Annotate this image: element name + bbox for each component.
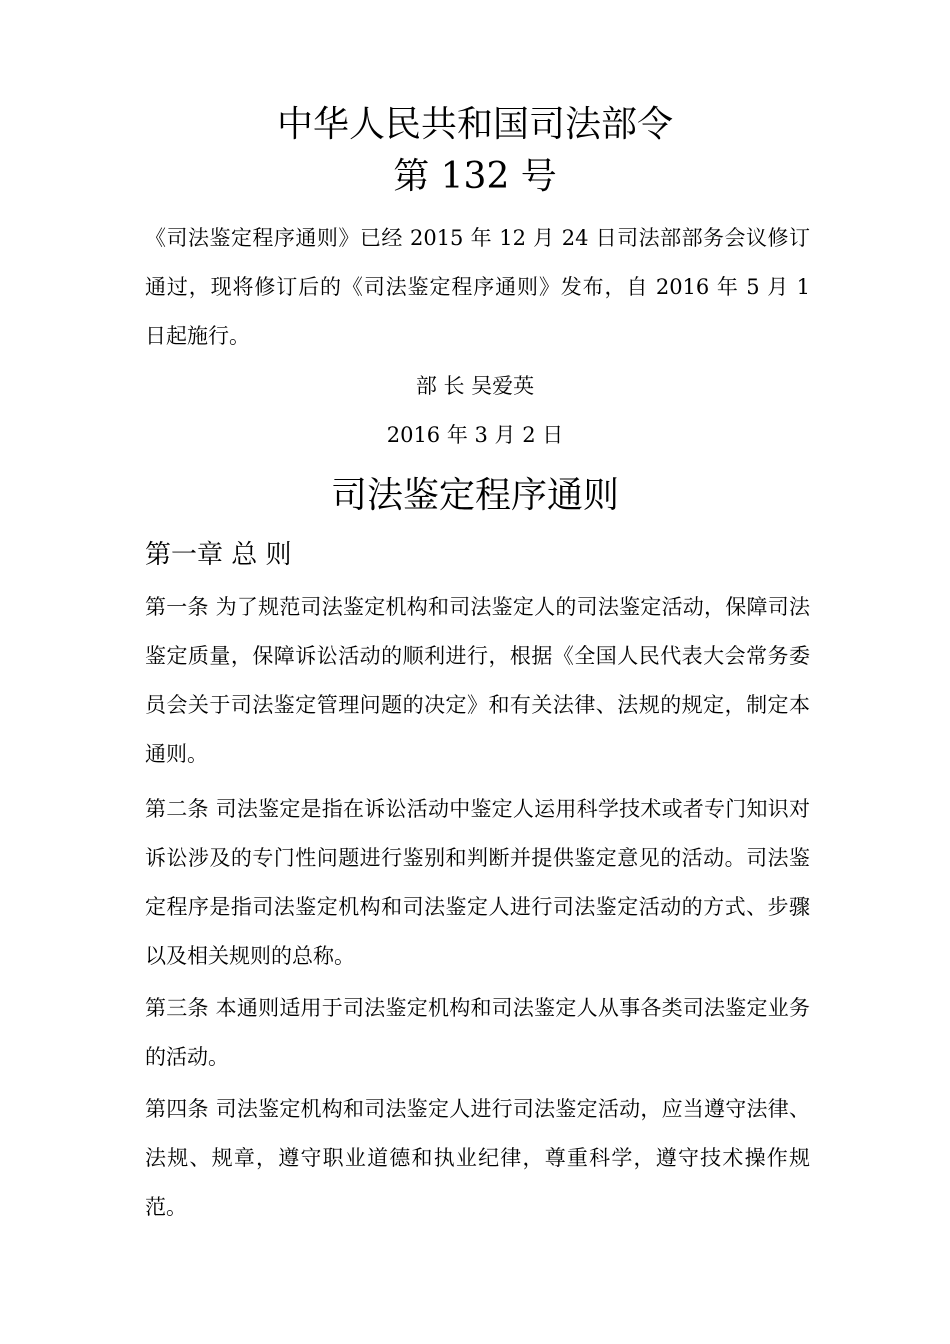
decree-signatory: 部 长 吴爱英: [415, 374, 535, 398]
article-4: 第四条 司法鉴定机构和司法鉴定人进行司法鉴定活动，应当遵守法律、法规、规章，遵守职业道德和执业纪律，尊重科学，遵守技术操作规范。: [145, 1097, 810, 1219]
article-2: 第二条 司法鉴定是指在诉讼活动中鉴定人运用科学技术或者专门知识对诉讼涉及的专门性问题进行鉴别和判断并提供鉴定意见的活动。司法鉴定程序是指司法鉴定机构和司法鉴定人进行司法鉴定活动的方式、步骤以及相关规则的总称。: [145, 797, 810, 968]
decree-date: 2016 年 3 月 2 日: [386, 423, 564, 447]
article-3: 第三条 本通则适用于司法鉴定机构和司法鉴定人从事各类司法鉴定业务的活动。: [145, 996, 810, 1069]
rules-title: 司法鉴定程序通则: [330, 475, 619, 516]
chapter-heading: 第一章 总 则: [145, 540, 292, 570]
decree-number: 第 132 号: [393, 156, 557, 197]
decree-body: 《司法鉴定程序通则》已经 2015 年 12 月 24 日司法部部务会议修订通过，现将修订后的《司法鉴定程序通则》发布，自 2016 年 5 月 1 日起施行。: [145, 226, 810, 348]
article-1: 第一条 为了规范司法鉴定机构和司法鉴定人的司法鉴定活动，保障司法鉴定质量，保障诉讼活动的顺利进行，根据《全国人民代表大会常务委员会关于司法鉴定管理问题的决定》和有关法律、法规的规定，制定本通则。: [145, 595, 810, 766]
decree-title: 中华人民共和国司法部令: [276, 104, 673, 145]
